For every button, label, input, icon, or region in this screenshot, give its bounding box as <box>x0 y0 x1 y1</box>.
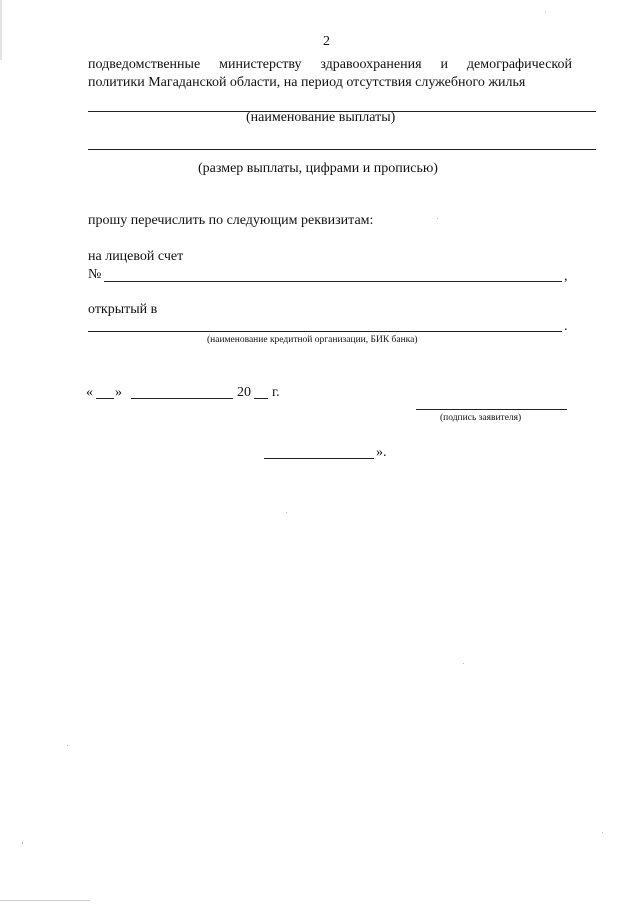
scan-speck <box>286 512 287 513</box>
intro-line-1: подведомственные министерству здравоохранения и демографической <box>88 57 572 72</box>
scan-speck <box>67 745 68 746</box>
account-number-line <box>104 281 562 282</box>
scan-speck <box>22 842 23 844</box>
scan-speck <box>437 218 438 219</box>
date-day-line <box>96 398 114 399</box>
scan-edge-mark <box>0 0 2 60</box>
payment-amount-caption: (размер выплаты, цифрами и прописью) <box>198 161 438 176</box>
bank-label: открытый в <box>88 302 158 317</box>
request-text: прошу перечислить по следующим реквизитам: <box>88 213 374 228</box>
signature-line <box>416 409 567 410</box>
closing-quote: ». <box>376 445 387 460</box>
scan-speck <box>463 663 464 664</box>
scan-speck <box>545 12 546 13</box>
date-close-quote: » <box>115 385 122 400</box>
bank-line <box>88 331 562 332</box>
account-comma: , <box>564 269 568 284</box>
payment-amount-line <box>88 149 596 150</box>
date-month-line <box>131 398 233 399</box>
payment-name-caption: (наименование выплаты) <box>246 110 396 125</box>
page-number: 2 <box>323 34 330 49</box>
bank-period: . <box>564 319 568 334</box>
account-number-sign: № <box>88 267 102 282</box>
date-year-suffix: г. <box>272 385 280 400</box>
closing-line <box>264 458 374 459</box>
date-year-prefix: 20 <box>237 385 251 400</box>
signature-caption: (подпись заявителя) <box>440 413 522 423</box>
bank-caption: (наименование кредитной организации, БИК банка) <box>207 335 418 345</box>
scan-speck <box>602 832 603 833</box>
account-label: на лицевой счет <box>88 249 184 264</box>
intro-line-2: политики Магаданской области, на период отсутствия служебного жилья <box>88 75 526 90</box>
date-open-quote: « <box>86 385 93 400</box>
scan-bottom-mark <box>0 900 90 901</box>
date-year-line <box>254 398 268 399</box>
